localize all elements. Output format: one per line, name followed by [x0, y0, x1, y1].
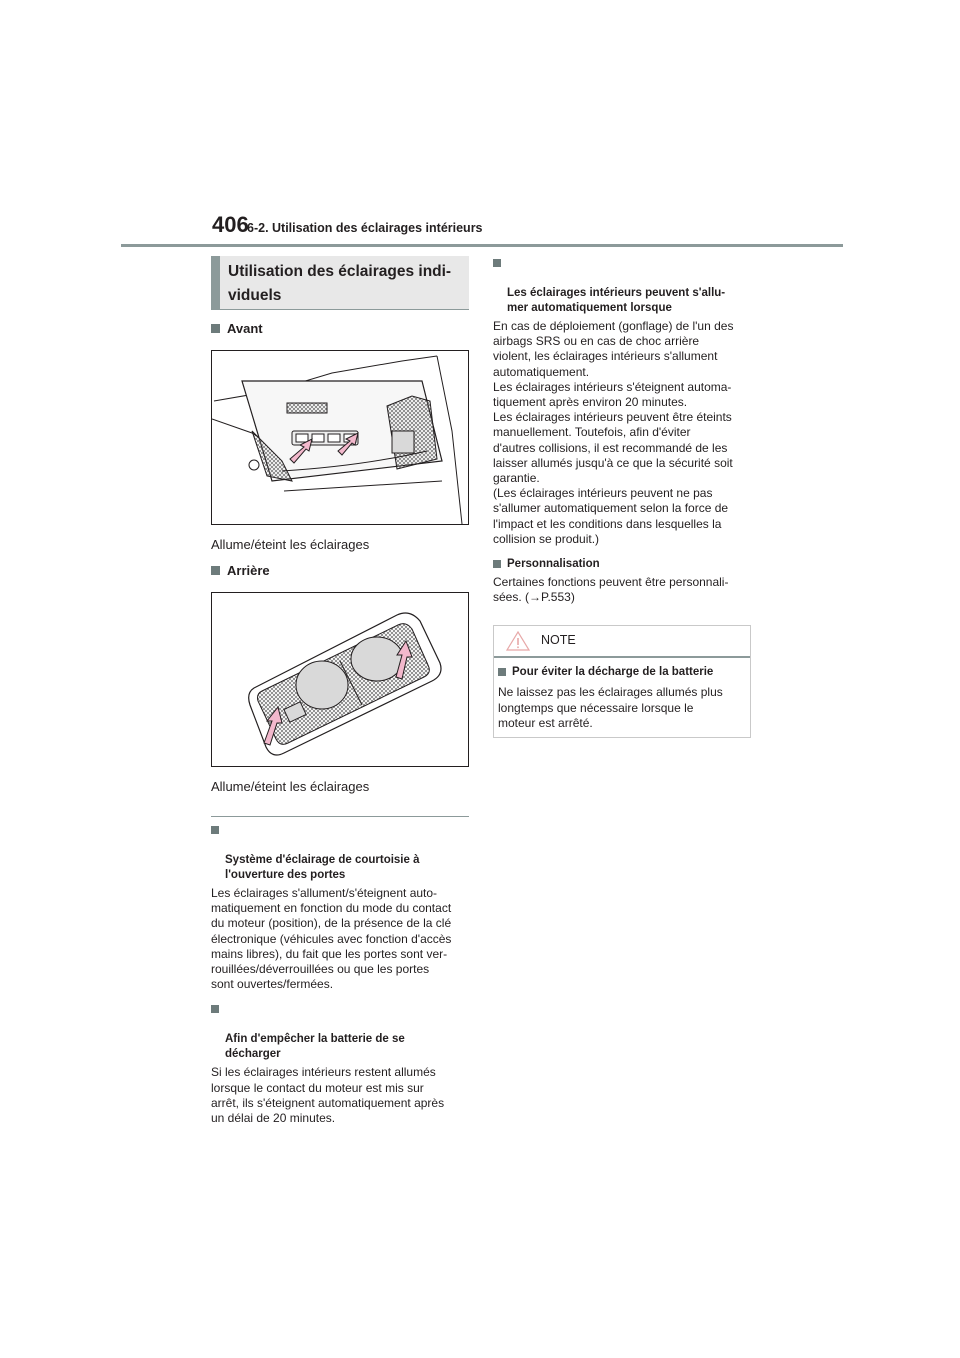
rear-dome-light-icon — [212, 593, 468, 766]
courtesy-heading-text: Système d'éclairage de courtoisie à l'ouverture des portes — [225, 854, 420, 881]
note-label: NOTE — [541, 633, 576, 648]
section-underline — [211, 309, 469, 310]
note-content — [494, 658, 750, 737]
auto-heading-text: Les éclairages intérieurs peuvent s'allu- mer automatiquement lorsque — [507, 287, 726, 314]
left-column — [211, 256, 469, 1126]
rear-heading — [211, 563, 469, 579]
note-heading — [498, 665, 746, 680]
front-overhead-console-icon — [212, 351, 468, 524]
auto-heading — [493, 256, 753, 316]
warning-triangle-icon — [506, 631, 530, 651]
right-column — [493, 256, 753, 738]
note-box — [493, 625, 751, 738]
divider — [211, 816, 469, 817]
front-caption: Allume/éteint les éclairages — [211, 537, 370, 552]
bullet-square-icon — [498, 668, 506, 676]
bullet-square-icon — [211, 324, 220, 333]
section-title-line2: viduels — [228, 287, 282, 304]
courtesy-body: Les éclairages s'allument/s'éteignent auto- matiquement en fonction du mode du contact du moteur (position), de la présence de la clé électronique (véhicules avec fonction d'accès mains libres), du fait que les portes sont ver- rouillées/déverrouillées ou que les portes sont ouvertes/fermées. — [211, 886, 452, 992]
bullet-square-icon — [493, 259, 501, 267]
rear-lights-illustration — [211, 592, 469, 767]
custom-heading — [493, 557, 753, 572]
header-section-title: 6-2. Utilisation des éclairages intérieurs — [247, 221, 483, 235]
bullet-square-icon — [493, 560, 501, 568]
note-header — [494, 626, 750, 658]
page-number: 406 — [212, 212, 249, 237]
note-heading-text: Pour éviter la décharge de la batterie — [512, 666, 714, 679]
rear-heading-text: Arrière — [227, 563, 270, 578]
front-lights-illustration — [211, 350, 469, 525]
front-heading-text: Avant — [227, 321, 263, 336]
section-title-line1: Utilisation des éclairages indi- — [228, 263, 452, 280]
section-heading-box — [211, 256, 469, 309]
bullet-square-icon — [211, 566, 220, 575]
custom-body: Certaines fonctions peuvent être personnali- sées. (→P.553) — [493, 575, 729, 605]
battery-heading — [211, 1002, 469, 1062]
bullet-square-icon — [211, 1005, 219, 1013]
rear-caption: Allume/éteint les éclairages — [211, 779, 370, 794]
battery-body: Si les éclairages intérieurs restent allumés lorsque le contact du moteur est mis sur arrêt, ils s'éteignent automatiquement après un délai de 20 minutes. — [211, 1065, 445, 1126]
bullet-square-icon — [211, 826, 219, 834]
header-rule — [121, 244, 843, 247]
auto-body: En cas de déploiement (gonflage) de l'un des airbags SRS ou en cas de choc arrière violent, les éclairages intérieurs s'allument automatiquement. Les éclairages intérieurs s'éteignent automa- tiquement après environ 20 minutes. Les éclairages intérieurs peuvent être éteints manuellement. Toutefois, afin d'éviter d'autres collisions, il est recommandé de les laisser allumés jusqu'à ce que la sécurité soit garantie. (Les éclairages intérieurs peuvent ne pas s'allumer automatiquement selon la force de l'impact et les conditions dans lesquelles la collision se produit.) — [493, 319, 734, 546]
battery-heading-text: Afin d'empêcher la batterie de se décharger — [225, 1033, 405, 1061]
front-heading — [211, 321, 469, 337]
courtesy-heading — [211, 823, 469, 883]
note-body-text: Ne laissez pas les éclairages allumés plus longtemps que nécessaire lorsque le moteur est arrêté. — [498, 685, 723, 730]
custom-heading-text: Personnalisation — [507, 558, 600, 571]
